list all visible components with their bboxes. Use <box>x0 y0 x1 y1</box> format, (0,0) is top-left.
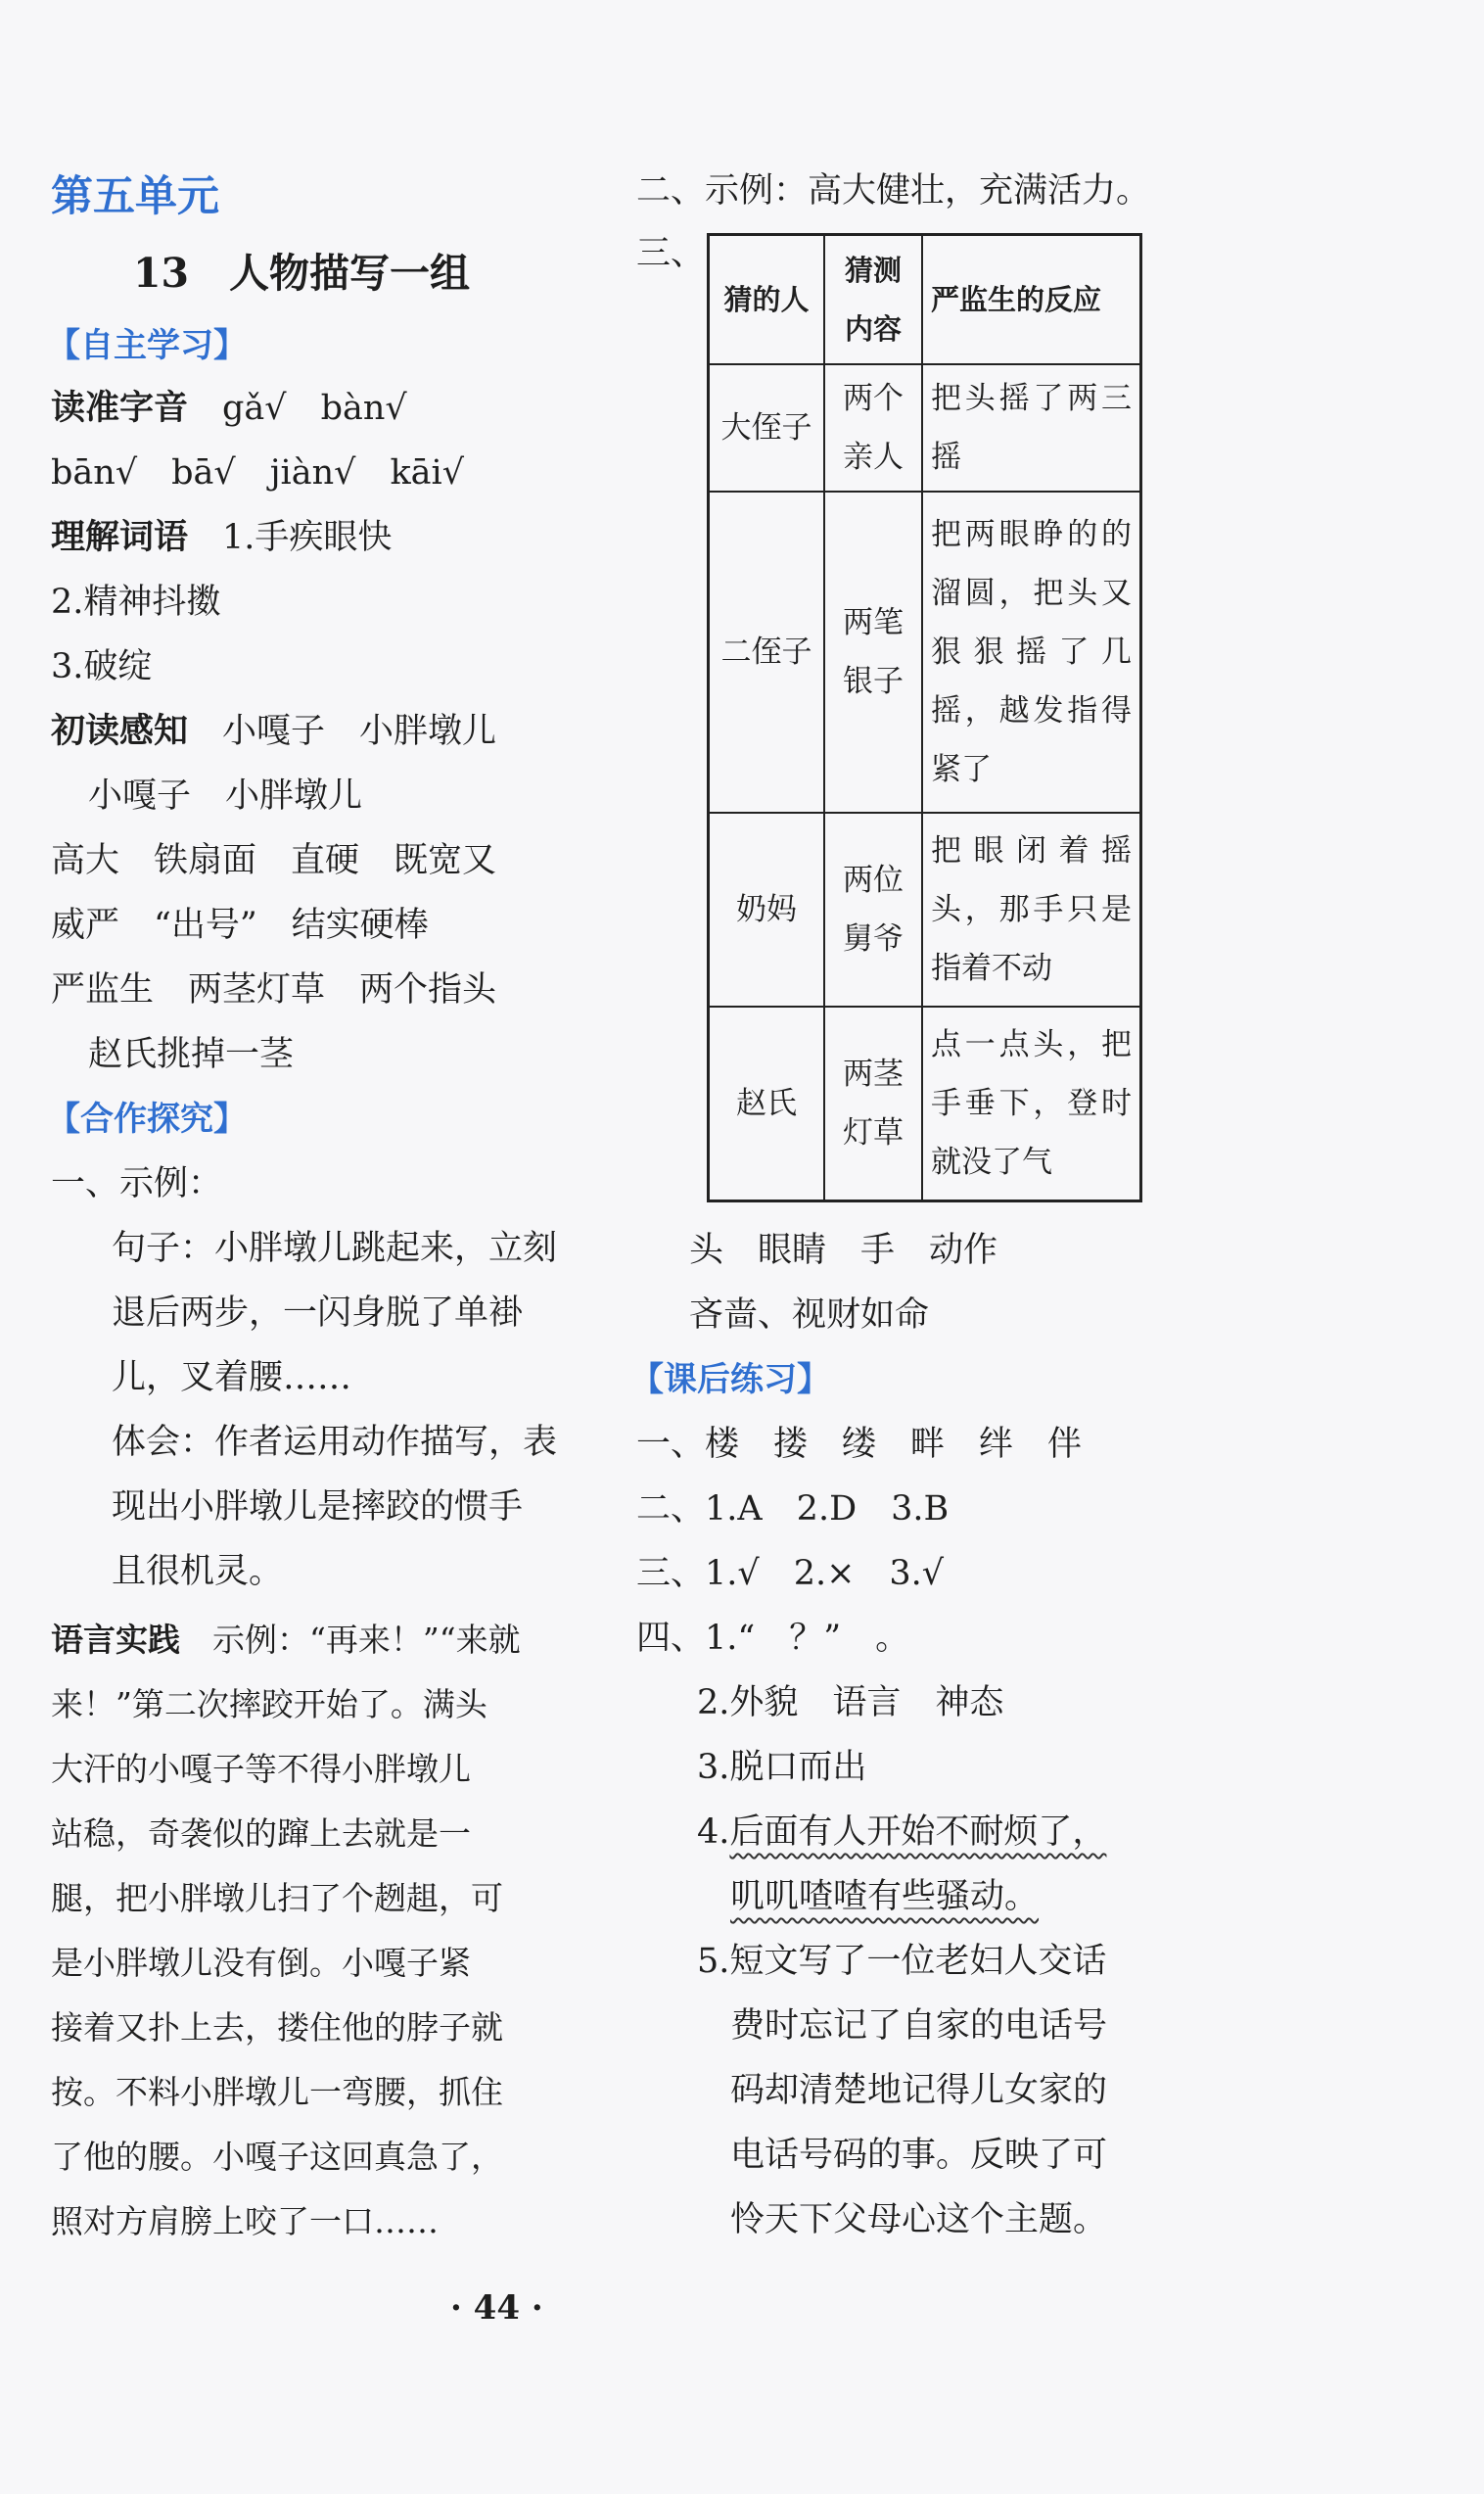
table-cell: 点一点头，把手垂下，登时就没了气 <box>922 1007 1141 1201</box>
coop-line-5: 体会：作者运用动作描写，表 <box>112 1423 558 1462</box>
coop-line-3: 退后两步，一闪身脱了单褂 <box>112 1294 524 1333</box>
reading-line-6: 赵氏挑掉一茎 <box>88 1035 295 1074</box>
table-header-cell: 猜测内容 <box>824 235 922 365</box>
coop-line-4: 儿，叉着腰…… <box>112 1358 352 1397</box>
practice-line-6: 是小胖墩儿没有倒。小嘎子紧 <box>51 1944 471 1982</box>
coop-line-2: 句子：小胖墩儿跳起来，立刻 <box>112 1229 558 1268</box>
table-cell: 把两眼睁的的溜圆，把头又狠狠摇了几摇，越发指得紧了 <box>922 492 1141 813</box>
reading-line-5: 严监生 两茎灯草 两个指头 <box>51 970 497 1010</box>
table-header-row <box>709 235 1141 365</box>
reading-line-1 <box>51 709 496 754</box>
practice-line-9: 了他的腰。小嘎子这回真急了， <box>51 2138 503 2176</box>
table-cell: 把眼闭着摇头，那手只是指着不动 <box>922 813 1141 1007</box>
pronunciation-label: 读准字音 <box>51 388 189 428</box>
answer-4-4 <box>697 1810 1106 1855</box>
exercise-2: 二、示例：高大健壮，充满活力。 <box>636 171 1151 211</box>
reading-line-2: 小嘎子 小胖墩儿 <box>88 776 363 816</box>
answer-4-5-line-5: 怜天下父母心这个主题。 <box>730 2200 1108 2239</box>
exercise-3-label: 三、 <box>636 234 706 273</box>
table-cell: 两个亲人 <box>824 364 922 492</box>
vocab-line <box>51 515 392 560</box>
table-row <box>709 1007 1141 1201</box>
reading-line-4: 威严 “出号” 结实硬棒 <box>51 906 429 945</box>
table-cell: 赵氏 <box>709 1007 825 1201</box>
practice-line-5: 腿，把小胖墩儿扫了个趔趄，可 <box>51 1879 503 1917</box>
table-row <box>709 813 1141 1007</box>
practice-line-4: 站稳，奇袭似的蹿上去就是一 <box>51 1814 471 1853</box>
answer-4-2: 2.外貌 语言 神态 <box>697 1683 1004 1722</box>
chapter-title: 13 人物描写一组 <box>133 250 471 297</box>
vocab-answer-1: 1.手疾眼快 <box>222 518 393 557</box>
answer-2: 二、1.A 2.D 3.B <box>636 1489 950 1529</box>
practice-label: 语言实践 <box>51 1621 180 1659</box>
page-number: · 44 · <box>450 2288 543 2328</box>
table-cell: 两茎灯草 <box>824 1007 922 1201</box>
answer-4-3: 3.脱口而出 <box>697 1748 867 1787</box>
answer-4-4-text-a: 后面有人开始不耐烦了， <box>729 1812 1107 1852</box>
answer-4-4-line-2 <box>730 1874 1039 1919</box>
table-row <box>709 492 1141 813</box>
answer-4-5-line-2: 费时忘记了自家的电话号 <box>730 2006 1108 2046</box>
after-table-line-1: 头 眼睛 手 动作 <box>689 1231 998 1270</box>
practice-line-2: 来！”第二次摔跤开始了。满头 <box>51 1685 487 1723</box>
answer-4-5-line-4: 电话号码的事。反映了可 <box>730 2136 1108 2175</box>
unit-title: 第五单元 <box>51 172 219 221</box>
vocab-answer-3: 3.破绽 <box>51 647 153 686</box>
practice-line-8: 按。不料小胖墩儿一弯腰，抓住 <box>51 2073 503 2111</box>
table-row <box>709 364 1141 492</box>
table-cell: 二侄子 <box>709 492 825 813</box>
self-study-header: 【自主学习】 <box>47 326 247 365</box>
practice-text-1: 示例：“再来！”“来就 <box>212 1621 521 1659</box>
table-header-cell: 严监生的反应 <box>922 235 1141 365</box>
table-cell: 两笔银子 <box>824 492 922 813</box>
vocab-label: 理解词语 <box>51 517 189 557</box>
reading-label: 初读感知 <box>51 711 189 751</box>
table-header-cell: 猜的人 <box>709 235 825 365</box>
coop-line-6: 现出小胖墩儿是摔跤的惯手 <box>112 1487 524 1527</box>
answer-4-5-line-3: 码却清楚地记得儿女家的 <box>730 2071 1108 2110</box>
answer-4-1: 四、1.“ ？” 。 <box>636 1619 910 1658</box>
after-table-line-2: 吝啬、视财如命 <box>689 1295 930 1335</box>
coop-line-1: 一、示例： <box>51 1164 223 1203</box>
table-cell: 大侄子 <box>709 364 825 492</box>
pronunciation-answers-2: bān√ bā√ jiàn√ kāi√ <box>51 453 465 493</box>
pronunciation-answers-1: gǎ√ bàn√ <box>222 389 407 428</box>
table-cell: 两位舅爷 <box>824 813 922 1007</box>
table-cell: 把头摇了两三摇 <box>922 364 1141 492</box>
practice-line-3: 大汗的小嘎子等不得小胖墩儿 <box>51 1750 471 1788</box>
after-class-header: 【课后练习】 <box>630 1360 830 1399</box>
answer-1: 一、楼 搂 缕 畔 绊 伴 <box>636 1425 1083 1464</box>
pronunciation-line <box>51 386 407 431</box>
reading-line-3: 高大 铁扇面 直硬 既宽又 <box>51 841 497 880</box>
answer-4-4-number: 4. <box>697 1812 730 1852</box>
reaction-table <box>707 233 1142 1202</box>
practice-line-1 <box>51 1618 521 1663</box>
table-cell: 奶妈 <box>709 813 825 1007</box>
answer-3: 三、1.√ 2.× 3.√ <box>636 1554 945 1593</box>
reading-text-1: 小嘎子 小胖墩儿 <box>222 712 497 751</box>
vocab-answer-2: 2.精神抖擞 <box>51 583 221 622</box>
coop-header: 【合作探究】 <box>47 1100 247 1139</box>
practice-line-7: 接着又扑上去，搂住他的脖子就 <box>51 2008 503 2047</box>
answer-4-5-line-1: 5.短文写了一位老妇人交话 <box>697 1942 1107 1981</box>
practice-line-10: 照对方肩膀上咬了一口…… <box>51 2202 439 2240</box>
answer-4-4-text-b: 叽叽喳喳有些骚动。 <box>730 1877 1040 1916</box>
coop-line-7: 且很机灵。 <box>112 1552 284 1591</box>
